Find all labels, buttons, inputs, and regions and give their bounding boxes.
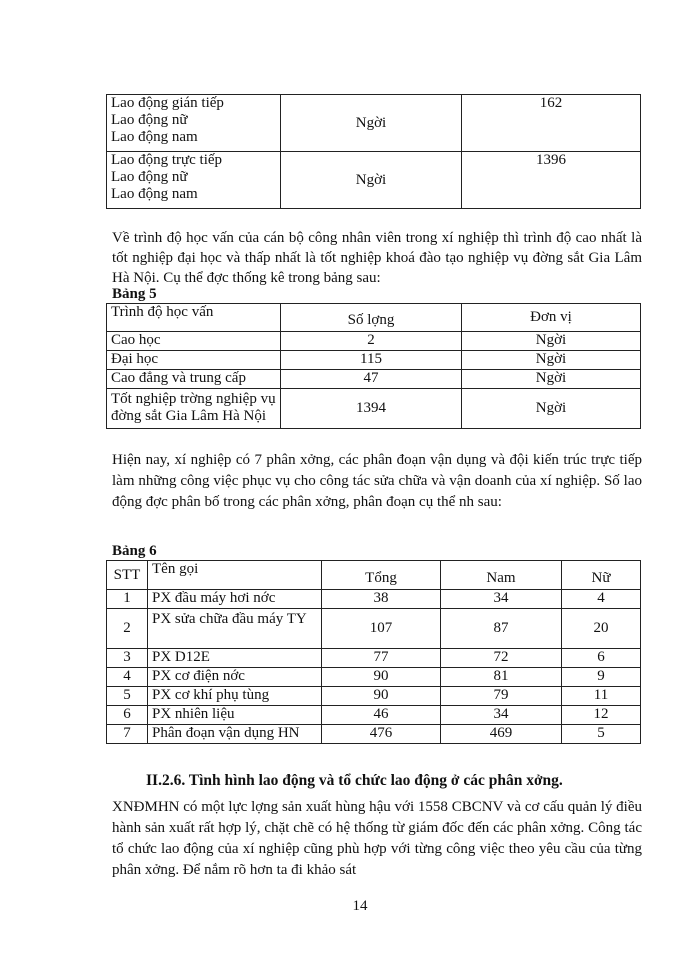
unit-cell: Ngời (281, 95, 462, 152)
total-cell: 46 (322, 706, 441, 725)
female-cell: 11 (562, 687, 641, 706)
total-cell: 90 (322, 687, 441, 706)
labor-table (106, 94, 641, 209)
labor-label: Lao động nam (111, 186, 198, 202)
labor-category-cell (107, 95, 281, 152)
stt-cell: 2 (107, 609, 148, 649)
count-cell: 47 (281, 370, 462, 389)
education-level: Tốt nghiệp trờng nghiệp vụ đờng sắt Gia Lâm Hà Nội (107, 389, 281, 429)
workshop-name: PX nhiên liệu (148, 706, 322, 725)
female-cell: 20 (562, 609, 641, 649)
male-cell: 81 (441, 668, 562, 687)
education-level: Đại học (107, 351, 281, 370)
column-header: Nam (441, 561, 562, 590)
table-row (107, 668, 641, 687)
stt-cell: 6 (107, 706, 148, 725)
labor-label: Lao động nữ (111, 169, 188, 185)
education-level: Cao đẳng và trung cấp (107, 370, 281, 389)
table-row (107, 609, 641, 649)
male-cell: 34 (441, 590, 562, 609)
stt-cell: 7 (107, 725, 148, 744)
table-row (107, 590, 641, 609)
table-row (107, 389, 641, 429)
count-cell: 1394 (281, 389, 462, 429)
female-cell: 6 (562, 649, 641, 668)
male-cell: 72 (441, 649, 562, 668)
column-header: Trình độ học vấn (107, 304, 281, 332)
count-cell: 2 (281, 332, 462, 351)
labor-label: Lao động nữ (111, 112, 188, 128)
male-cell: 79 (441, 687, 562, 706)
column-header: Tổng (322, 561, 441, 590)
education-table (106, 303, 641, 429)
table-row (107, 706, 641, 725)
table-row (107, 152, 641, 209)
table-header-row (107, 304, 641, 332)
total-cell: 107 (322, 609, 441, 649)
workshop-name: Phân đoạn vận dụng HN (148, 725, 322, 744)
education-level: Cao học (107, 332, 281, 351)
stt-cell: 5 (107, 687, 148, 706)
stt-cell: 1 (107, 590, 148, 609)
labor-organization-paragraph: XNĐMHN có một lực lợng sản xuất hùng hậu với 1558 CBCNV và cơ cấu quản lý điều hành sản xuất rất hợp lý, chặt chẽ có hệ thống từ giám đốc đến các phân xởng. Công tác tổ chức lao động của xí nghiệp cũng phù hợp với từng công việc theo yêu cầu của từng phân xởng. Để nắm rõ hơn ta đi khảo sát (112, 799, 642, 878)
count-cell: 115 (281, 351, 462, 370)
education-paragraph: Về trình độ học vấn của cán bộ công nhân viên trong xí nghiệp thì trình độ cao nhất là tốt nghiệp đại học và thấp nhất là tốt nghiệp khoá đào tạo nghiệp vụ đờng sắt Gia Lâm Hà Nội. Cụ thể đợc thống kê trong bảng sau: (112, 230, 642, 286)
stt-cell: 4 (107, 668, 148, 687)
column-header: Đơn vị (462, 304, 641, 332)
value-cell: 162 (462, 95, 641, 152)
page-number: 14 (352, 898, 368, 914)
table-row (107, 725, 641, 744)
workshop-name: PX cơ điện nớc (148, 668, 322, 687)
female-cell: 5 (562, 725, 641, 744)
table5-caption: Bảng 5 (112, 286, 157, 302)
table-row (107, 370, 641, 389)
table-row (107, 687, 641, 706)
female-cell: 9 (562, 668, 641, 687)
unit-cell: Ngời (462, 389, 641, 429)
labor-category-cell (107, 152, 281, 209)
table-row (107, 332, 641, 351)
column-header: Số lợng (281, 304, 462, 332)
unit-cell: Ngời (281, 152, 462, 209)
column-header: Nữ (562, 561, 641, 590)
male-cell: 469 (441, 725, 562, 744)
labor-label: Lao động gián tiếp (111, 95, 224, 111)
workshop-paragraph: Hiện nay, xí nghiệp có 7 phân xởng, các phân đoạn vận dụng và đội kiến trúc trực tiếp làm những công việc phục vụ cho công tác sửa chữa và vận doanh của xí nghiệp. Số lao động đợc phân bố trong các phân xởng, phân đoạn cụ thể nh sau: (112, 452, 642, 510)
column-header: Tên gọi (148, 561, 322, 590)
labor-label: Lao động trực tiếp (111, 152, 223, 168)
total-cell: 38 (322, 590, 441, 609)
table-header-row (107, 561, 641, 590)
stt-cell: 3 (107, 649, 148, 668)
workshop-name: PX đầu máy hơi nớc (148, 590, 322, 609)
value-cell: 1396 (462, 152, 641, 209)
table-row (107, 649, 641, 668)
male-cell: 34 (441, 706, 562, 725)
workshop-name: PX cơ khí phụ tùng (148, 687, 322, 706)
unit-cell: Ngời (462, 351, 641, 370)
labor-label: Lao động nam (111, 129, 198, 145)
table-row (107, 351, 641, 370)
table-row (107, 95, 641, 152)
section-heading: II.2.6. Tình hình lao động và tổ chức lao động ở các phân xởng. (146, 772, 563, 789)
female-cell: 4 (562, 590, 641, 609)
workshop-name: PX sửa chữa đầu máy TY (148, 609, 322, 649)
unit-cell: Ngời (462, 370, 641, 389)
unit-cell: Ngời (462, 332, 641, 351)
total-cell: 476 (322, 725, 441, 744)
total-cell: 90 (322, 668, 441, 687)
total-cell: 77 (322, 649, 441, 668)
table6-caption: Bảng 6 (112, 543, 157, 559)
workshop-name: PX D12E (148, 649, 322, 668)
male-cell: 87 (441, 609, 562, 649)
column-header: STT (107, 561, 148, 590)
female-cell: 12 (562, 706, 641, 725)
workshop-table (106, 560, 641, 744)
